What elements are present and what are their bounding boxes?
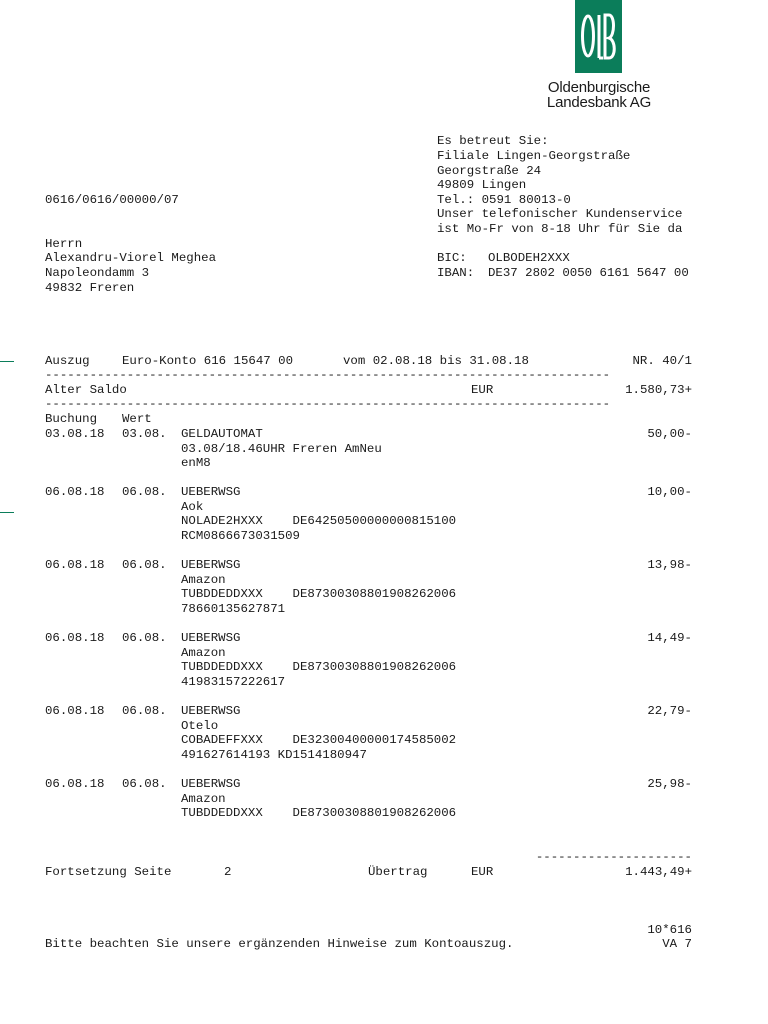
branch-street: Georgstraße 24 bbox=[437, 164, 542, 178]
transaction-detail: TUBDDEDDXXX DE87300308801908262006 bbox=[181, 806, 457, 820]
transaction-detail: TUBDDEDDXXX DE87300308801908262006 bbox=[181, 660, 457, 674]
transaction-amount: 10,00- bbox=[647, 485, 692, 499]
olb-logo bbox=[575, 0, 622, 73]
transaction-value-date: 06.08. bbox=[122, 558, 167, 572]
old-balance-amount: 1.580,73+ bbox=[625, 383, 692, 397]
service-line-2: ist Mo-Fr von 8-18 Uhr für Sie da bbox=[437, 222, 683, 236]
transaction-detail: 78660135627871 bbox=[181, 602, 286, 616]
transaction-type: UEBERWSG bbox=[181, 704, 241, 718]
transaction-detail: 41983157222617 bbox=[181, 675, 286, 689]
transaction-value-date: 06.08. bbox=[122, 631, 167, 645]
transaction-detail: COBADEFFXXX DE32300400000174585002 bbox=[181, 733, 457, 747]
transaction-amount: 22,79- bbox=[647, 704, 692, 718]
transaction-date: 06.08.18 bbox=[45, 558, 105, 572]
service-line-1: Unser telefonischer Kundenservice bbox=[437, 207, 683, 221]
statement-notice: Bitte beachten Sie unsere ergänzenden Hinweise zum Kontoauszug. bbox=[45, 937, 514, 951]
transaction-date: 06.08.18 bbox=[45, 777, 105, 791]
transaction-detail: RCM0866673031509 bbox=[181, 529, 300, 543]
transaction-detail: 03.08/18.46UHR Freren AmNeu bbox=[181, 442, 382, 456]
document-reference: 0616/0616/00000/07 bbox=[45, 193, 179, 207]
column-booking: Buchung bbox=[45, 412, 98, 426]
transaction-amount: 25,98- bbox=[647, 777, 692, 791]
transaction-amount: 14,49- bbox=[647, 631, 692, 645]
iban-value: DE37 2802 0050 6161 5647 00 bbox=[488, 266, 689, 280]
transaction-date: 06.08.18 bbox=[45, 704, 105, 718]
branch-phone: Tel.: 0591 80013-0 bbox=[437, 193, 571, 207]
separator-line: ---------------------------------------------------------------------------- bbox=[45, 368, 611, 382]
olb-logo-mark-icon bbox=[575, 0, 622, 73]
transaction-type: UEBERWSG bbox=[181, 558, 241, 572]
recipient-city: 49832 Freren bbox=[45, 281, 135, 295]
iban-label: IBAN: bbox=[437, 266, 475, 280]
separator-line: ---------------------------------------------------------------------------- bbox=[45, 397, 611, 411]
transaction-date: 06.08.18 bbox=[45, 485, 105, 499]
transaction-amount: 50,00- bbox=[647, 427, 692, 441]
recipient-salutation: Herrn bbox=[45, 237, 83, 251]
old-balance-currency: EUR bbox=[471, 383, 494, 397]
column-value-date: Wert bbox=[122, 412, 152, 426]
transaction-detail: Amazon bbox=[181, 792, 226, 806]
transaction-type: UEBERWSG bbox=[181, 631, 241, 645]
branch-heading: Es betreut Sie: bbox=[437, 134, 549, 148]
transaction-value-date: 06.08. bbox=[122, 485, 167, 499]
statement-label: Auszug bbox=[45, 354, 90, 368]
transaction-detail: NOLADE2HXXX DE64250500000000815100 bbox=[181, 514, 457, 528]
statement-period: vom 02.08.18 bis 31.08.18 bbox=[343, 354, 529, 368]
transaction-detail: TUBDDEDDXXX DE87300308801908262006 bbox=[181, 587, 457, 601]
fold-mark bbox=[0, 361, 14, 362]
old-balance-label: Alter Saldo bbox=[45, 383, 127, 397]
bank-name-line1: Oldenburgische bbox=[547, 79, 651, 96]
transaction-type: UEBERWSG bbox=[181, 777, 241, 791]
transaction-value-date: 06.08. bbox=[122, 777, 167, 791]
recipient-street: Napoleondamm 3 bbox=[45, 266, 150, 280]
recipient-name: Alexandru-Viorel Meghea bbox=[45, 251, 217, 265]
account-number: Euro-Konto 616 15647 00 bbox=[122, 354, 294, 368]
transaction-value-date: 06.08. bbox=[122, 704, 167, 718]
transaction-amount: 13,98- bbox=[647, 558, 692, 572]
transaction-date: 06.08.18 bbox=[45, 631, 105, 645]
statement-number: NR. 40/1 bbox=[632, 354, 692, 368]
fold-mark bbox=[0, 512, 14, 513]
form-code: VA 7 bbox=[662, 937, 692, 951]
carry-over-label: Übertrag bbox=[368, 865, 428, 879]
transaction-value-date: 03.08. bbox=[122, 427, 167, 441]
continuation-label: Fortsetzung Seite bbox=[45, 865, 172, 879]
continuation-page: 2 bbox=[224, 865, 232, 879]
transaction-detail: Aok bbox=[181, 500, 204, 514]
carry-over-amount: 1.443,49+ bbox=[625, 865, 692, 879]
transaction-detail: Amazon bbox=[181, 646, 226, 660]
transaction-detail: 491627614193 KD1514180947 bbox=[181, 748, 367, 762]
transaction-detail: Otelo bbox=[181, 719, 219, 733]
branch-name: Filiale Lingen-Georgstraße bbox=[437, 149, 631, 163]
transaction-type: UEBERWSG bbox=[181, 485, 241, 499]
transaction-detail: enM8 bbox=[181, 456, 211, 470]
document-code: 10*616 bbox=[647, 923, 692, 937]
branch-city: 49809 Lingen bbox=[437, 178, 527, 192]
transaction-detail: Amazon bbox=[181, 573, 226, 587]
sum-line: --------------------- bbox=[535, 850, 692, 864]
bic-label: BIC: bbox=[437, 251, 467, 265]
bic-value: OLBODEH2XXX bbox=[488, 251, 570, 265]
transaction-type: GELDAUTOMAT bbox=[181, 427, 263, 441]
transaction-date: 03.08.18 bbox=[45, 427, 105, 441]
bank-name-line2: Landesbank AG bbox=[546, 94, 652, 111]
carry-over-currency: EUR bbox=[471, 865, 494, 879]
